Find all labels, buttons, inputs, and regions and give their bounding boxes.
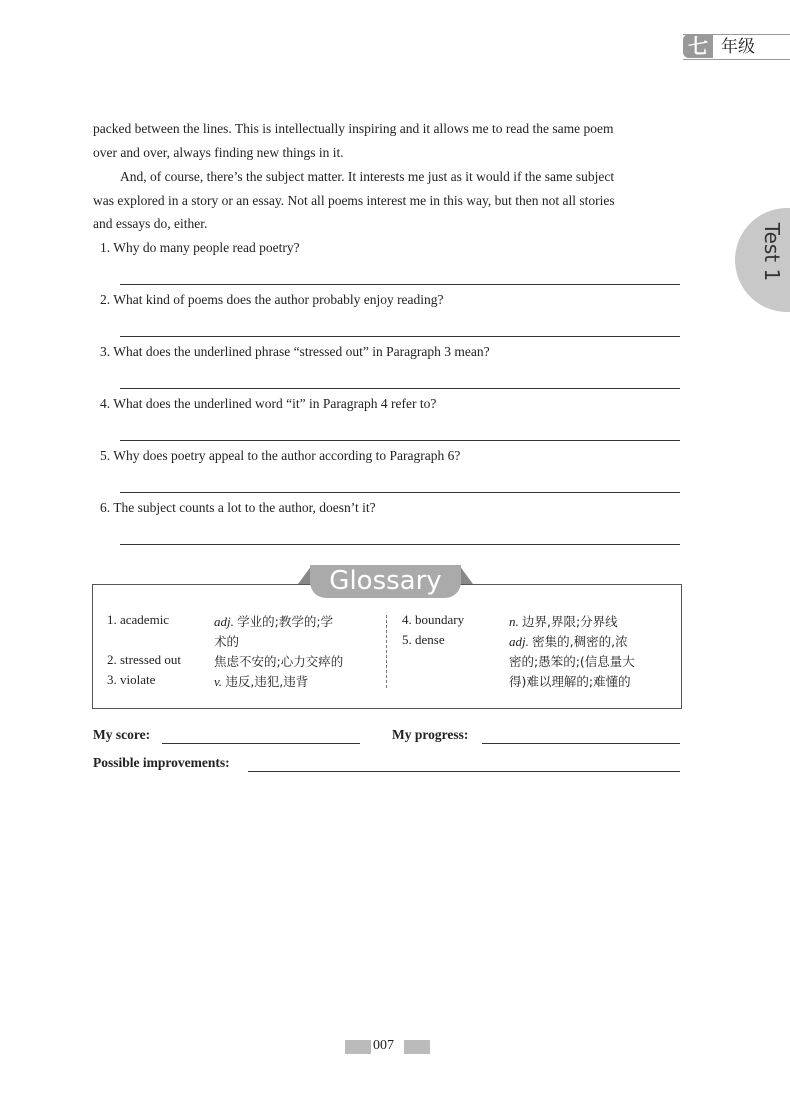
progress-label: My progress: — [392, 727, 469, 742]
passage-line: over and over, always finding new things in it. — [93, 145, 344, 160]
score-label: My score: — [93, 727, 151, 742]
answer-line[interactable] — [120, 388, 680, 389]
passage-line: and essays do, either. — [93, 216, 208, 231]
glossary-divider — [386, 615, 387, 688]
glossary-def: 边界,界限;分界线 — [522, 614, 618, 629]
glossary-def: 术的 — [214, 634, 240, 649]
answer-line[interactable] — [120, 544, 680, 545]
glossary-def: 密的;愚笨的;(信息量大 — [509, 654, 635, 669]
glossary-term: 2. stressed out — [107, 652, 182, 667]
question: 2. What kind of poems does the author probably enjoy reading? — [100, 292, 444, 307]
progress-field[interactable] — [482, 743, 680, 744]
answer-line[interactable] — [120, 284, 680, 285]
improvements-field[interactable] — [248, 771, 680, 772]
question: 5. Why does poetry appeal to the author according to Paragraph 6? — [100, 448, 461, 463]
glossary-def: 密集的,稠密的,浓 — [532, 634, 628, 649]
question: 1. Why do many people read poetry? — [100, 240, 300, 255]
page-number: 007 — [373, 1038, 394, 1053]
glossary-title: Glossary — [310, 565, 461, 598]
question: 6. The subject counts a lot to the author, doesn’t it? — [100, 500, 376, 515]
glossary-term: 3. violate — [107, 672, 156, 687]
glossary-def: 违反,违犯,违背 — [225, 674, 309, 689]
improvements-label: Possible improvements: — [93, 755, 230, 770]
answer-line[interactable] — [120, 336, 680, 337]
glossary-term: 4. boundary — [402, 612, 465, 627]
glossary-pos: n. — [509, 614, 519, 629]
test-tab — [735, 208, 790, 312]
glossary-pos: adj. — [214, 614, 234, 629]
glossary-term: 5. dense — [402, 632, 445, 647]
question: 3. What does the underlined phrase “stressed out” in Paragraph 3 mean? — [100, 344, 490, 359]
passage-line: And, of course, there’s the subject matter. It interests me just as it would if the same subject — [120, 169, 615, 184]
grade-label: 年级 — [721, 37, 755, 57]
glossary-def: 焦虑不安的;心力交瘁的 — [214, 654, 344, 669]
glossary-pos: v. — [214, 674, 223, 689]
glossary-def: 得)难以理解的;难懂的 — [509, 674, 631, 689]
passage-line: was explored in a story or an essay. Not all poems interest me in this way, but then not all stories — [93, 193, 615, 208]
grade-header — [683, 34, 790, 60]
answer-line[interactable] — [120, 440, 680, 441]
grade-number-badge: 七 — [683, 34, 713, 58]
glossary-pos: adj. — [509, 634, 529, 649]
test-tab-label: Test 1 — [760, 222, 785, 282]
glossary-def: 学业的;教学的;学 — [237, 614, 334, 629]
question: 4. What does the underlined word “it” in Paragraph 4 refer to? — [100, 396, 437, 411]
glossary-title-tab — [298, 565, 473, 599]
score-field[interactable] — [162, 743, 360, 744]
glossary-term: 1. academic — [107, 612, 170, 627]
page-number-bar — [345, 1040, 430, 1054]
passage-line: packed between the lines. This is intellectually inspiring and it allows me to read the same poem — [93, 121, 614, 136]
answer-line[interactable] — [120, 492, 680, 493]
